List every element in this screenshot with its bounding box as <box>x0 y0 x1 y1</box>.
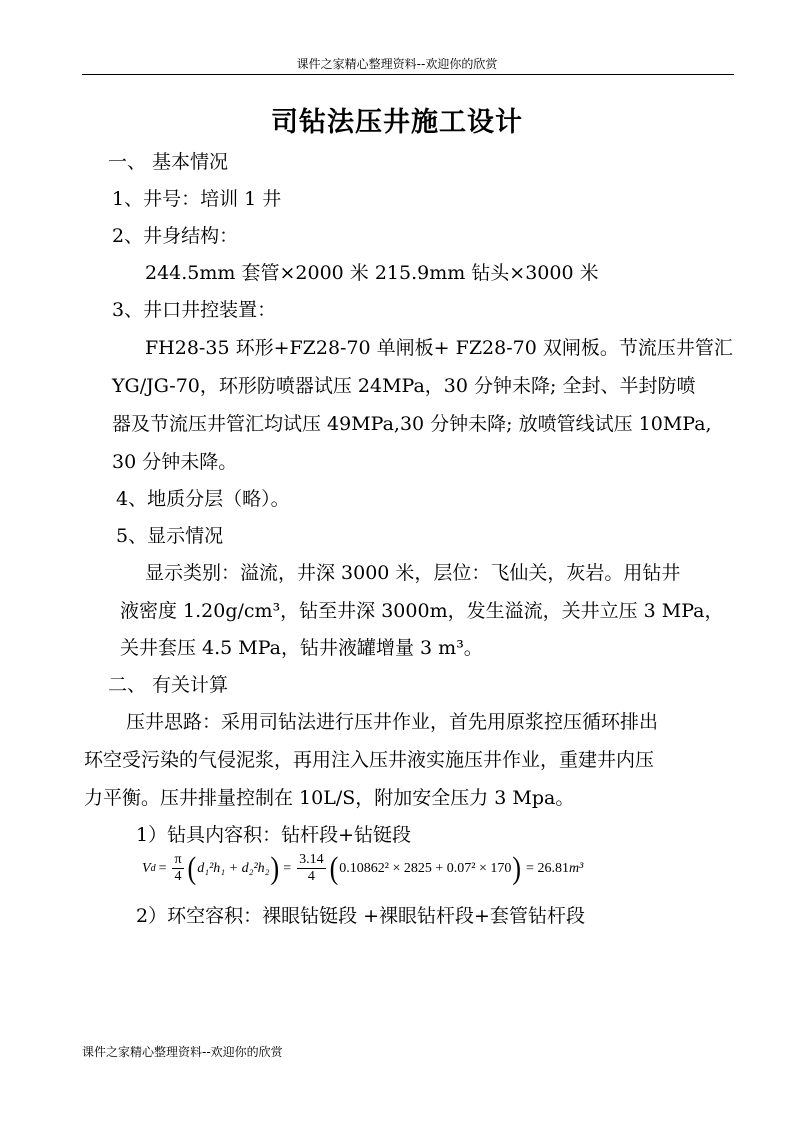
formula-pi-fraction <box>172 852 183 885</box>
section-heading-calc: 二、 有关计算 <box>108 674 229 696</box>
drill-string-volume-label: 1）钻具内容积：钻杆段+钻铤段 <box>136 824 412 846</box>
kill-plan-text-1: 压井思路：采用司钻法进行压井作业，首先用原浆控压循环排出 <box>126 711 659 733</box>
show-status-text-2: 液密度 1.20g/cm³，钻至井深 3000m，发生溢流，关井立压 3 MPa， <box>120 600 724 622</box>
show-status-text-3: 关井套压 4.5 MPa，钻井液罐增量 3 m³。 <box>120 637 483 659</box>
drill-string-volume-formula: V d = $\frac{\pi}{4}$ ( d₁²h₁ + d₂²h₂ ) = $\frac{3.14}{4}$ ( 0.10862² × 2825 + 0.07² × 170 ) = 26.81 m³ <box>142 850 584 886</box>
formula-result: = 26.81 <box>526 860 569 876</box>
annulus-volume-label: 2）环空容积：裸眼钻铤段 +裸眼钻杆段+套管钻杆段 <box>136 905 585 927</box>
wellhead-control-text-4: 30 分钟未降。 <box>112 451 238 473</box>
formula-terms: d₁²h₁ + d₂²h₂ <box>197 860 270 876</box>
kill-plan-text-3: 力平衡。压井排量控制在 10L/S，附加安全压力 3 Mpa。 <box>84 787 575 809</box>
formula-lhs: V <box>142 860 151 876</box>
show-status-text-1: 显示类别：溢流，井深 3000 米，层位：飞仙关，灰岩。用钻井 <box>145 562 681 584</box>
section-heading-basic: 一、 基本情况 <box>108 151 229 173</box>
well-number-line: 1、井号：培训 1 井 <box>112 188 282 210</box>
formula-lhs-subscript: d <box>150 863 156 874</box>
formula-numerator: 3.14 <box>299 852 324 867</box>
wellhead-control-text-1: FH28-35 环形+FZ28-70 单闸板+ FZ28-70 双闸板。节流压井管汇 <box>145 337 733 359</box>
geology-line: 4、地质分层（略）。 <box>116 488 290 510</box>
show-status-label: 5、显示情况 <box>116 525 224 547</box>
kill-plan-text-2: 环空受污染的气侵泥浆，再用注入压井液实施压井作业，重建井内压 <box>84 749 655 771</box>
wellhead-control-text-2: YG/JG-70，环形防喷器试压 24MPa，30 分钟未降; 全封、半封防喷 <box>112 375 696 397</box>
formula-unit: m³ <box>568 860 584 876</box>
wellhead-control-text-3: 器及节流压井管汇均试压 49MPa,30 分钟未降; 放喷管线试压 10MPa, <box>112 413 712 435</box>
well-structure-detail: 244.5mm 套管×2000 米 215.9mm 钻头×3000 米 <box>145 262 599 284</box>
formula-equals: = <box>283 860 292 876</box>
formula-four: 4 <box>174 869 182 884</box>
formula-denominator: 4 <box>307 869 315 884</box>
page-header: 课件之家精心整理资料--欢迎你的欣赏 <box>296 57 498 71</box>
formula-number-fraction <box>297 852 326 885</box>
wellhead-control-label: 3、井口井控装置： <box>112 299 277 321</box>
formula-inner: 0.10862² × 2825 + 0.07² × 170 <box>339 860 512 876</box>
formula-pi: π <box>174 852 182 867</box>
document-title: 司钻法压井施工设计 <box>271 107 523 138</box>
well-structure-label: 2、井身结构： <box>112 225 239 247</box>
page-footer: 课件之家精心整理资料--欢迎你的欣赏 <box>82 1045 283 1059</box>
header-divider <box>82 74 734 75</box>
